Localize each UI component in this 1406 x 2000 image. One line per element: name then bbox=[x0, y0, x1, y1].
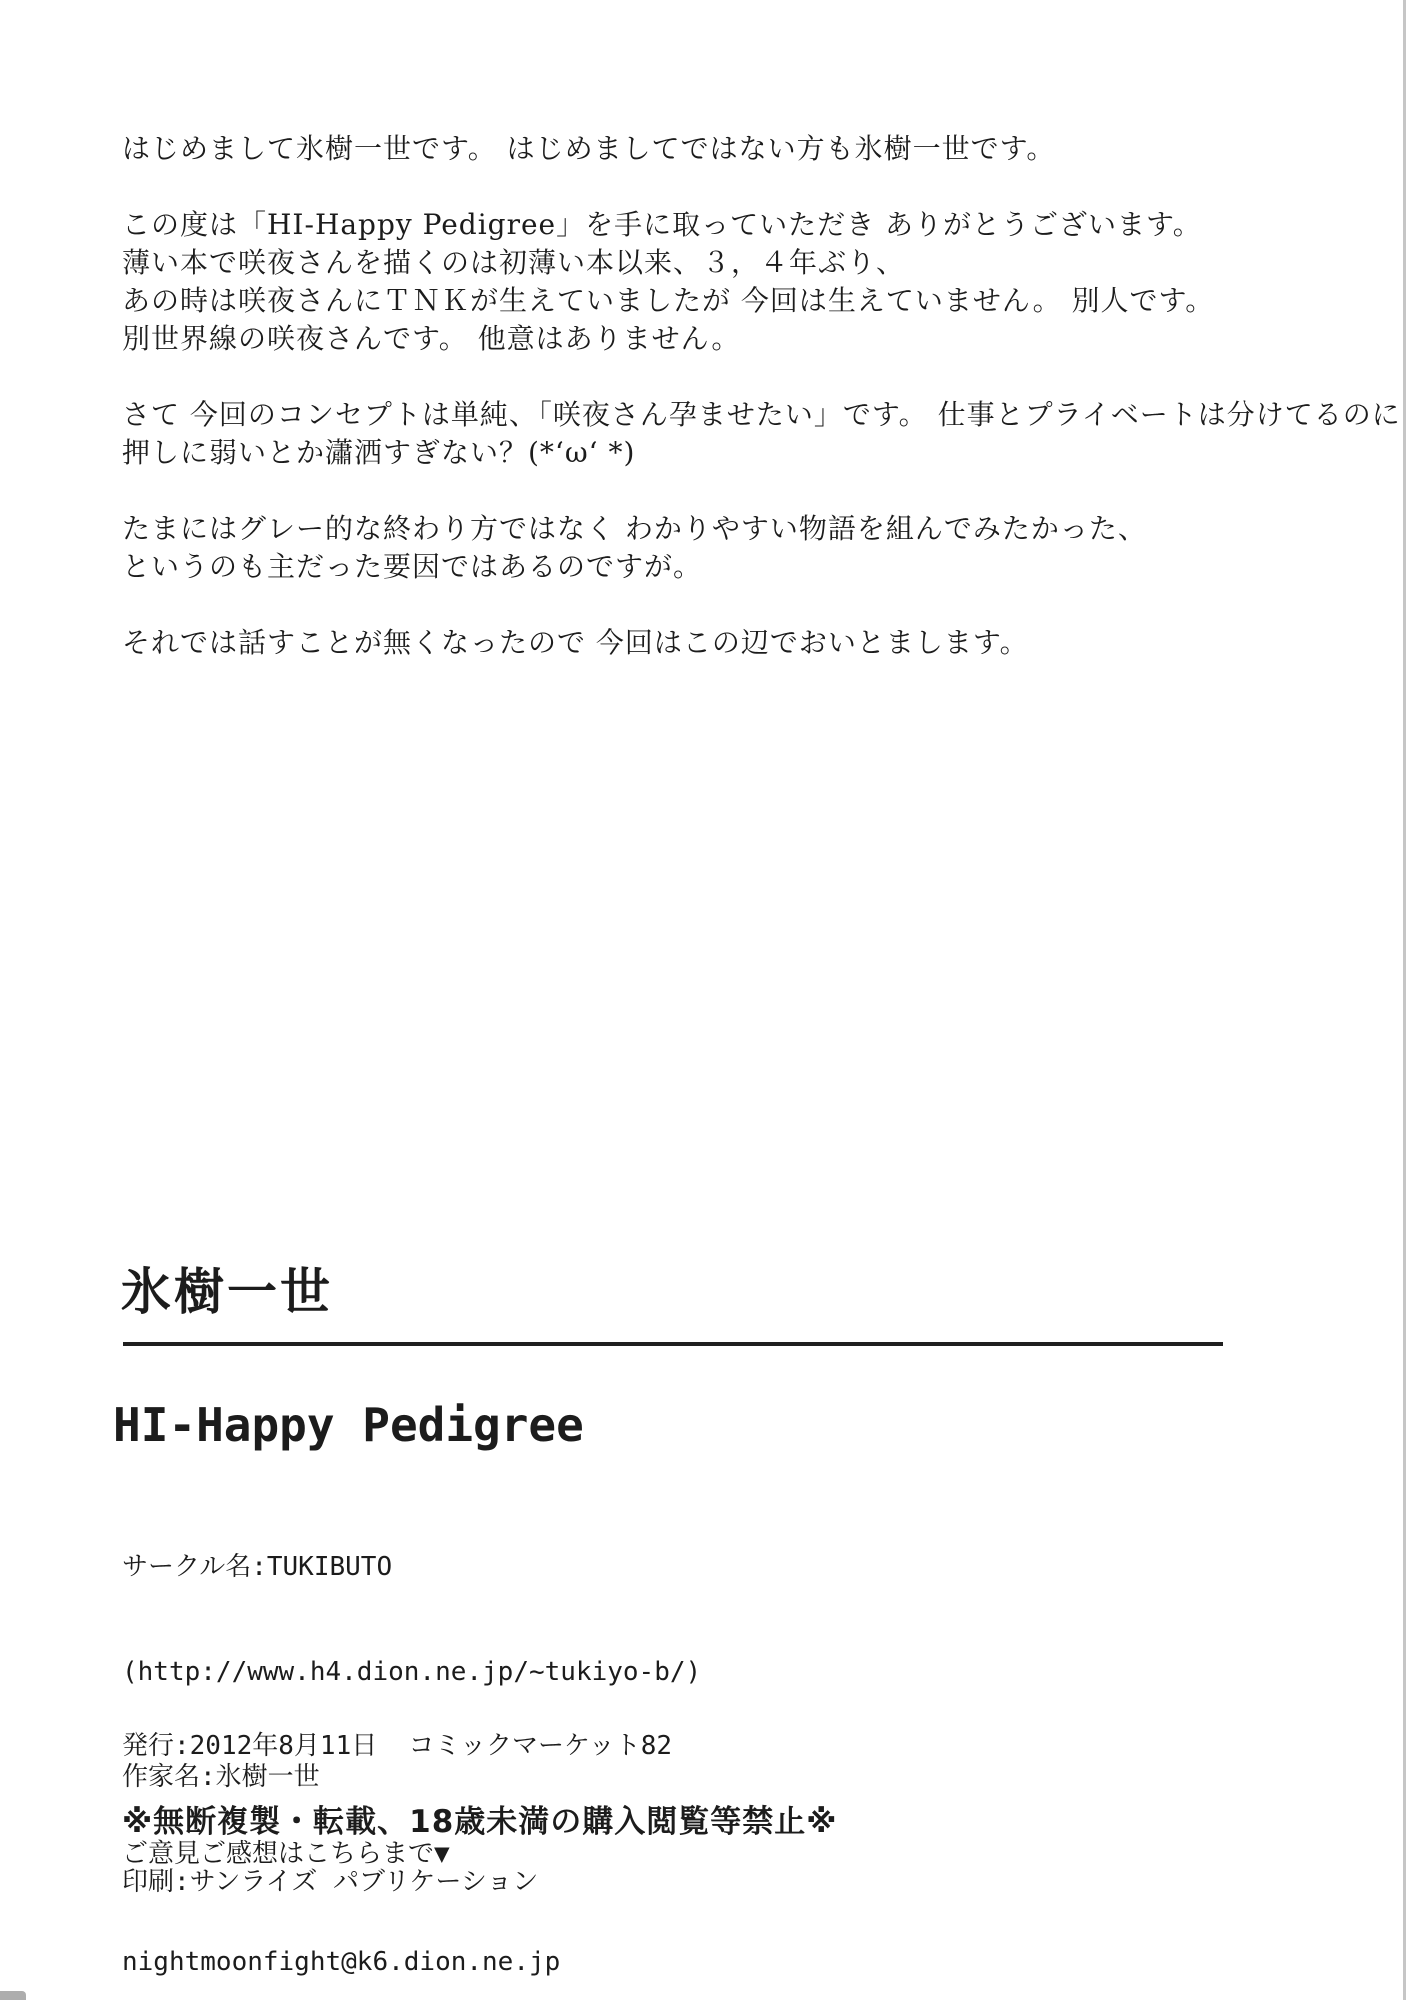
publish-date-line: 発行:2012年8月11日 コミックマーケット82 bbox=[122, 1731, 673, 1761]
essay-line: 今回はこの辺でおいとまします。 bbox=[595, 626, 1029, 659]
essay-line: 薄い本で咲夜さんを描くのは初薄い本以来、３，４年ぶり、 bbox=[122, 246, 906, 279]
essay-paragraph bbox=[122, 130, 1406, 168]
essay-paragraph bbox=[122, 396, 1406, 472]
essay-line: はじめましてではない方も氷樹一世です。 bbox=[506, 132, 1056, 165]
printer-line: 印刷:サンライズ パブリケーション bbox=[122, 1867, 539, 1897]
essay-line: 押しに弱いとか瀟洒すぎない？(*‘ω‘ *) bbox=[122, 436, 636, 469]
essay-line: さて bbox=[122, 398, 181, 431]
essay-line: 別人です。 bbox=[1071, 284, 1215, 317]
author-name-heading: 氷樹一世 bbox=[121, 1263, 333, 1321]
author-name-line: 作家名:氷樹一世 bbox=[122, 1762, 320, 1792]
essay-line: 今回のコンセプトは単純、「咲夜さん孕ませたい」です。 bbox=[189, 398, 928, 431]
circle-url-line: (http://www.h4.dion.ne.jp/~tukiyo-b/) bbox=[122, 1657, 702, 1687]
circle-name-line: サークル名:TUKIBUTO bbox=[122, 1552, 393, 1582]
essay-line: あの時は咲夜さんにＴＮＫが生えていましたが bbox=[122, 284, 732, 317]
essay-line: はじめまして氷樹一世です。 bbox=[122, 132, 497, 165]
essay-paragraph bbox=[122, 510, 1406, 586]
essay-line: ありがとうございます。 bbox=[885, 208, 1202, 241]
essay-line: わかりやすい物語を組んでみたかった、 bbox=[624, 512, 1147, 545]
book-title: HI-Happy Pedigree bbox=[113, 1398, 584, 1452]
essay-line: たまにはグレー的な終わり方ではなく bbox=[122, 512, 616, 545]
essay-line: この度は「HI-Happy Pedigree」を手に取っていただき bbox=[122, 208, 876, 241]
feedback-line: ご意見ご感想はこちらまで▼ bbox=[122, 1839, 450, 1869]
afterword-essay bbox=[122, 130, 1406, 700]
contact-email: nightmoonfight@k6.dion.ne.jp bbox=[122, 1947, 561, 1977]
essay-line: というのも主だった要因ではあるのですが。 bbox=[122, 550, 703, 583]
scan-corner-artifact bbox=[0, 1991, 26, 2000]
essay-line: 別世界線の咲夜さんです。 bbox=[122, 322, 468, 355]
essay-line: 他意はありません。 bbox=[477, 322, 741, 355]
essay-paragraph bbox=[122, 624, 1406, 662]
essay-line: それでは話すことが無くなったので bbox=[122, 626, 587, 659]
essay-line: 仕事とプライベートは分けてるのに bbox=[937, 398, 1401, 431]
copyright-warning: ※無断複製・転載、18歳未満の購入閲覧等禁止※ bbox=[122, 1804, 838, 1840]
horizontal-rule bbox=[123, 1342, 1223, 1346]
essay-line: 今回は生えていません。 bbox=[740, 284, 1062, 317]
essay-paragraph bbox=[122, 206, 1406, 358]
